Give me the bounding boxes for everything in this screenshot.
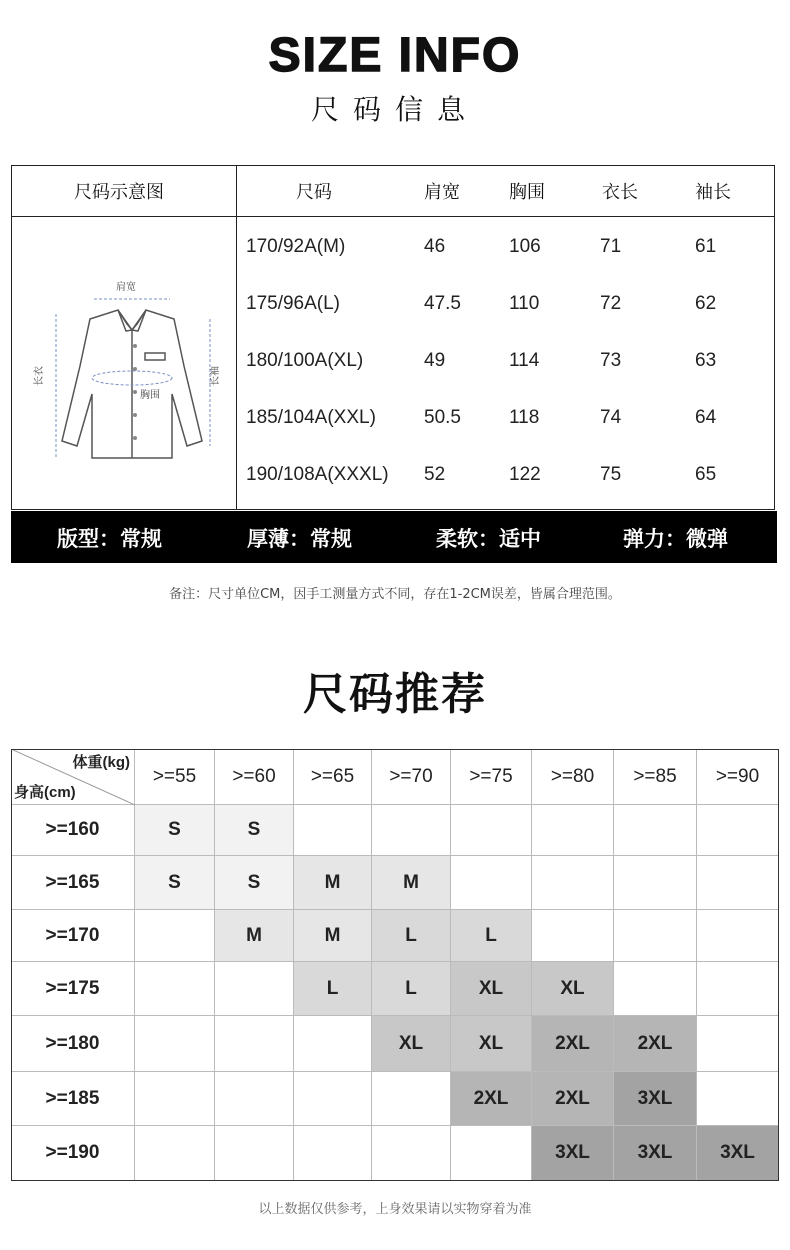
- size-recommend-cell: L: [372, 962, 451, 1016]
- size-recommend-cell: 2XL: [614, 1016, 697, 1072]
- empty-cell: [135, 962, 215, 1016]
- weight-axis-label: 体重(kg): [72, 754, 130, 771]
- empty-cell: [697, 1016, 779, 1072]
- empty-cell: [614, 805, 697, 856]
- weight-header: >=60: [215, 749, 294, 805]
- height-header: >=165: [11, 856, 135, 910]
- col-header-shoulder: 肩宽: [424, 182, 460, 203]
- size-recommend-cell: 3XL: [614, 1126, 697, 1181]
- size-recommend-cell: 2XL: [532, 1072, 614, 1126]
- measure-cell: 52: [424, 464, 446, 485]
- diagram-header: 尺码示意图: [74, 182, 164, 203]
- empty-cell: [451, 805, 532, 856]
- size-recommend-cell: L: [294, 962, 372, 1016]
- size-recommend-cell: S: [215, 856, 294, 910]
- col-header-length: 衣长: [602, 182, 638, 203]
- measure-cell: 46: [424, 236, 446, 257]
- measure-cell: 122: [509, 464, 541, 485]
- col-header-chest: 胸围: [509, 182, 545, 203]
- measure-cell: 110: [509, 293, 540, 314]
- empty-cell: [135, 910, 215, 962]
- weight-header: >=80: [532, 749, 614, 805]
- empty-cell: [614, 910, 697, 962]
- measure-cell: 65: [695, 464, 717, 485]
- empty-cell: [372, 1126, 451, 1181]
- empty-cell: [294, 1016, 372, 1072]
- height-axis-label: 身高(cm): [14, 784, 76, 801]
- size-recommend-cell: XL: [451, 1016, 532, 1072]
- page-title-en: SIZE INFO: [268, 29, 522, 82]
- header-divider: [12, 216, 774, 217]
- measure-cell: 49: [424, 350, 446, 371]
- sleeve-label: 长袖: [210, 366, 221, 386]
- size-recommend-cell: 3XL: [614, 1072, 697, 1126]
- size-recommend-cell: M: [215, 910, 294, 962]
- empty-cell: [451, 856, 532, 910]
- size-recommend-cell: S: [215, 805, 294, 856]
- size-recommend-cell: 2XL: [451, 1072, 532, 1126]
- measure-cell: 47.5: [424, 293, 461, 314]
- measure-cell: 73: [600, 350, 622, 371]
- empty-cell: [215, 962, 294, 1016]
- weight-header: >=65: [294, 749, 372, 805]
- col-header-sleeve: 袖长: [695, 182, 731, 203]
- size-recommend-cell: L: [451, 910, 532, 962]
- empty-cell: [135, 1016, 215, 1072]
- height-header: >=160: [11, 805, 135, 856]
- size-cell: 180/100A(XL): [246, 350, 364, 371]
- empty-cell: [451, 1126, 532, 1181]
- chest-label: 胸围: [140, 390, 160, 401]
- recommend-title: 尺码推荐: [303, 669, 487, 720]
- length-label: 长衣: [34, 366, 45, 386]
- empty-cell: [614, 856, 697, 910]
- page-title-cn: 尺码信息: [310, 93, 479, 126]
- measure-cell: 62: [695, 293, 717, 314]
- thickness-property: 厚薄：常规: [247, 527, 352, 551]
- fit-property: 版型：常规: [57, 527, 162, 551]
- size-cell: 175/96A(L): [246, 293, 341, 314]
- height-header: >=190: [11, 1126, 135, 1181]
- size-recommend-cell: S: [135, 805, 215, 856]
- empty-cell: [697, 910, 779, 962]
- size-recommend-cell: M: [294, 856, 372, 910]
- size-cell: 185/104A(XXL): [246, 407, 376, 428]
- shoulder-label: 肩宽: [116, 282, 136, 293]
- empty-cell: [372, 1072, 451, 1126]
- fabric-properties-bar: [11, 511, 777, 563]
- weight-header: >=75: [451, 749, 532, 805]
- measure-cell: 61: [695, 236, 717, 257]
- measure-cell: 72: [600, 293, 622, 314]
- size-cell: 170/92A(M): [246, 236, 346, 257]
- empty-cell: [215, 1072, 294, 1126]
- elasticity-property: 弹力：微弹: [623, 527, 728, 551]
- size-recommendation-grid: [11, 749, 779, 1181]
- weight-header: >=70: [372, 749, 451, 805]
- footer-note: 以上数据仅供参考，上身效果请以实物穿着为准: [258, 1202, 532, 1217]
- empty-cell: [372, 805, 451, 856]
- empty-cell: [532, 910, 614, 962]
- measure-cell: 63: [695, 350, 717, 371]
- size-recommend-cell: 3XL: [532, 1126, 614, 1181]
- size-recommend-cell: M: [372, 856, 451, 910]
- empty-cell: [532, 856, 614, 910]
- size-recommend-cell: XL: [372, 1016, 451, 1072]
- measure-cell: 114: [509, 350, 540, 371]
- column-divider: [236, 166, 237, 509]
- height-header: >=175: [11, 962, 135, 1016]
- empty-cell: [532, 805, 614, 856]
- empty-cell: [697, 805, 779, 856]
- empty-cell: [294, 805, 372, 856]
- empty-cell: [215, 1016, 294, 1072]
- size-recommend-cell: 2XL: [532, 1016, 614, 1072]
- empty-cell: [135, 1126, 215, 1181]
- height-header: >=180: [11, 1016, 135, 1072]
- height-header: >=170: [11, 910, 135, 962]
- size-recommend-cell: M: [294, 910, 372, 962]
- measure-cell: 118: [509, 407, 540, 428]
- size-chart-table: [11, 165, 775, 510]
- col-header-size: 尺码: [296, 182, 332, 203]
- size-recommend-cell: L: [372, 910, 451, 962]
- measure-cell: 64: [695, 407, 717, 428]
- measure-cell: 71: [600, 236, 622, 257]
- measure-cell: 75: [600, 464, 622, 485]
- weight-header: >=55: [135, 749, 215, 805]
- weight-header: >=85: [614, 749, 697, 805]
- size-recommend-cell: XL: [451, 962, 532, 1016]
- softness-property: 柔软：适中: [436, 527, 541, 551]
- empty-cell: [697, 1072, 779, 1126]
- grid-corner-cell: [11, 749, 135, 805]
- empty-cell: [697, 962, 779, 1016]
- measure-cell: 74: [600, 407, 622, 428]
- measurement-note: 备注：尺寸单位CM，因手工测量方式不同，存在1-2CM误差，皆属合理范围。: [169, 587, 621, 602]
- empty-cell: [294, 1126, 372, 1181]
- size-recommend-cell: XL: [532, 962, 614, 1016]
- weight-header: >=90: [697, 749, 779, 805]
- size-recommend-cell: S: [135, 856, 215, 910]
- empty-cell: [614, 962, 697, 1016]
- empty-cell: [294, 1072, 372, 1126]
- measure-cell: 50.5: [424, 407, 461, 428]
- empty-cell: [697, 856, 779, 910]
- empty-cell: [135, 1072, 215, 1126]
- size-recommend-cell: 3XL: [697, 1126, 779, 1181]
- empty-cell: [215, 1126, 294, 1181]
- height-header: >=185: [11, 1072, 135, 1126]
- size-cell: 190/108A(XXXL): [246, 464, 389, 485]
- shirt-diagram: [32, 226, 222, 486]
- measure-cell: 106: [509, 236, 541, 257]
